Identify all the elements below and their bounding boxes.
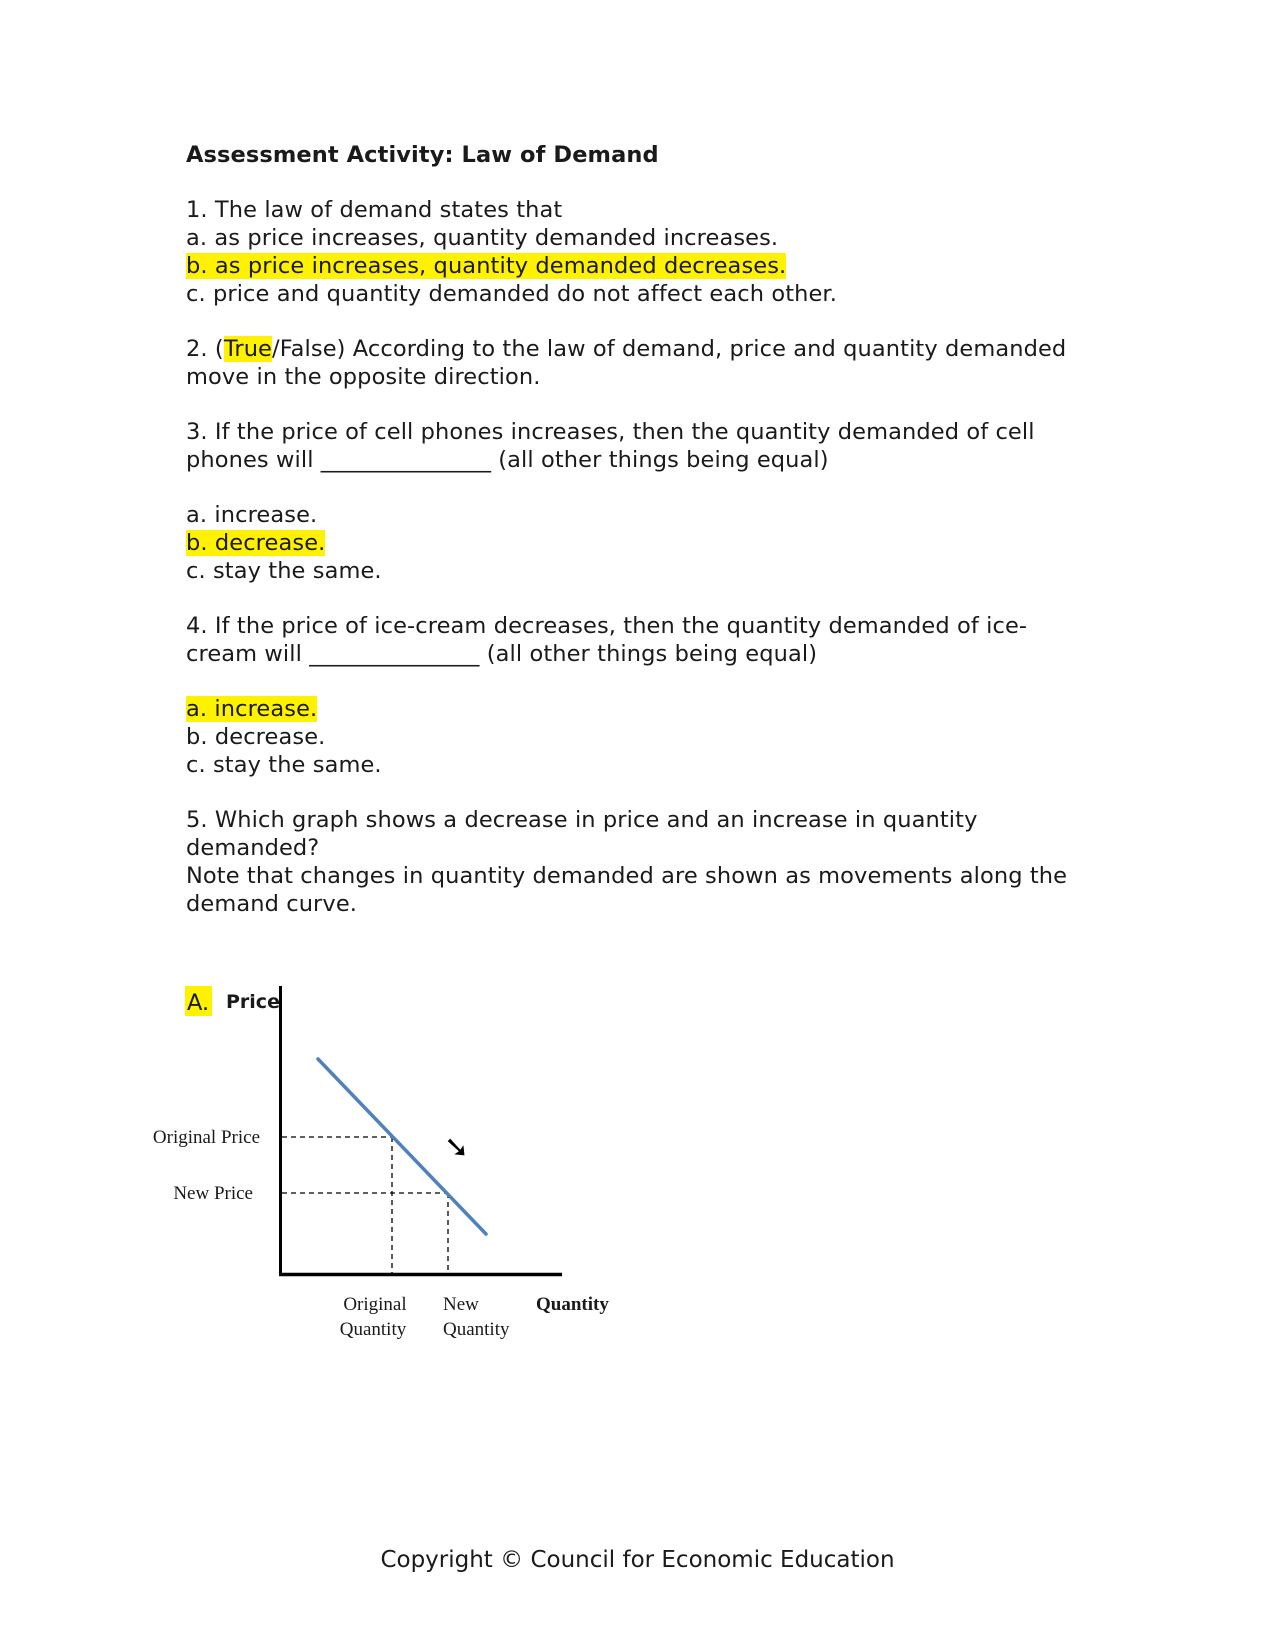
copyright-footer: Copyright © Council for Economic Education bbox=[380, 1547, 895, 1573]
original-price-label: Original Price bbox=[152, 1127, 260, 1148]
q2-line-2: move in the opposite direction. bbox=[186, 364, 541, 390]
q4-option-a-highlight: a. increase. bbox=[186, 696, 318, 722]
q4-line-2: cream will _______________ (all other things being equal) bbox=[186, 641, 818, 667]
new-quantity-label-1: New bbox=[443, 1294, 479, 1315]
option-a-label: A. bbox=[187, 990, 210, 1016]
q3-option-c: c. stay the same. bbox=[186, 558, 382, 584]
q1-option-a: a. as price increases, quantity demanded increases. bbox=[186, 225, 779, 251]
new-price-label: New Price bbox=[173, 1183, 253, 1204]
q2-rest: /False) According to the law of demand, price and quantity demanded bbox=[272, 336, 1067, 362]
q2-true-highlight: True bbox=[223, 336, 273, 362]
new-quantity-label-2: Quantity bbox=[443, 1319, 510, 1340]
q5-line-4: demand curve. bbox=[186, 891, 358, 917]
q1-option-c: c. price and quantity demanded do not affect each other. bbox=[186, 281, 837, 307]
x-axis-label: Quantity bbox=[536, 1294, 609, 1315]
q3-line-1: 3. If the price of cell phones increases, then the quantity demanded of cell bbox=[186, 419, 1035, 445]
q5-line-3: Note that changes in quantity demanded are shown as movements along the bbox=[186, 863, 1068, 889]
q3-line-2: phones will _______________ (all other things being equal) bbox=[186, 447, 829, 473]
q3-option-a: a. increase. bbox=[186, 502, 318, 528]
q2-prefix: 2. ( bbox=[186, 336, 224, 362]
y-axis-label: Price bbox=[226, 991, 280, 1013]
q1-option-b-highlight: b. as price increases, quantity demanded decreases. bbox=[186, 253, 787, 279]
q3-option-b-highlight: b. decrease. bbox=[186, 530, 326, 556]
movement-arrow-icon: ➘ bbox=[444, 1130, 470, 1165]
q5-line-1: 5. Which graph shows a decrease in price and an increase in quantity bbox=[186, 807, 978, 833]
q4-option-b: b. decrease. bbox=[186, 724, 326, 750]
original-quantity-label-2: Quantity bbox=[339, 1319, 407, 1340]
q5-line-2: demanded? bbox=[186, 835, 320, 861]
original-quantity-label-1: Original bbox=[343, 1294, 407, 1315]
page-title: Assessment Activity: Law of Demand bbox=[186, 142, 659, 168]
q4-line-1: 4. If the price of ice-cream decreases, then the quantity demanded of ice- bbox=[186, 613, 1028, 639]
q4-option-c: c. stay the same. bbox=[186, 752, 382, 778]
q1-prompt: 1. The law of demand states that bbox=[186, 197, 563, 223]
